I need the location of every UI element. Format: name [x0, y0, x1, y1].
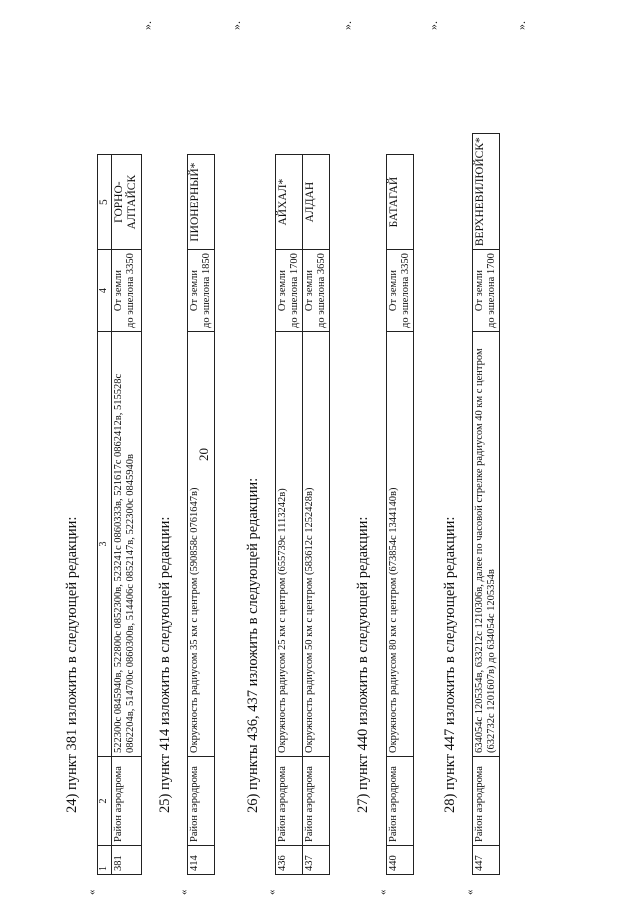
header-col-2: 2 — [98, 757, 112, 846]
table-section-25 — [187, 154, 215, 875]
open-quote: « — [464, 889, 476, 895]
open-quote: « — [178, 889, 190, 895]
altitude-from: От земли — [277, 270, 288, 312]
row-type: Район аэродрома — [303, 757, 330, 846]
altitude-from: От земли — [388, 270, 399, 312]
section-heading-25: 25) пункт 414 изложить в следующей редакции: — [157, 516, 173, 813]
altitude-from: От земли — [113, 270, 125, 312]
altitude-to: до эшелона 1700 — [486, 253, 498, 328]
row-type: Район аэродрома — [387, 757, 414, 846]
table-section-26 — [275, 154, 330, 875]
close-quote: ». — [514, 21, 528, 30]
row-description: Окружность радиусом 50 км с центром (583612с 1252428в) — [303, 332, 330, 757]
row-number: 437 — [303, 846, 330, 875]
open-quote: « — [86, 889, 98, 895]
row-type: Район аэродрома — [276, 757, 303, 846]
section-heading-24: 24) пункт 381 изложить в следующей редакции: — [64, 516, 80, 813]
altitude-to: до эшелона 3650 — [316, 253, 328, 328]
header-col-3: 3 — [98, 332, 112, 757]
table-header-row — [98, 155, 112, 875]
row-description: Окружность радиусом 25 км с центром (655739с 1113242в) — [276, 332, 303, 757]
row-altitude — [473, 250, 500, 332]
table-row — [188, 155, 215, 875]
altitude-from: От земли — [189, 270, 200, 312]
row-description: 634054с 1205354в, 633212с 1210306в, далее по часовой стрелке радиусом 40 км с центром (632732с 1201607в) до 634054с 1205354в — [473, 332, 500, 757]
close-quote: ». — [140, 21, 154, 30]
row-aerodrome-name: ГОРНО-АЛТАЙСК — [112, 155, 141, 250]
altitude-to: до эшелона 3350 — [125, 253, 137, 328]
table-section-24 — [97, 154, 142, 875]
close-quote: ». — [340, 21, 354, 30]
table-row — [303, 155, 330, 875]
table-row — [473, 134, 500, 875]
row-altitude — [303, 250, 330, 332]
row-aerodrome-name: ПИОНЕРНЫЙ* — [188, 155, 215, 250]
header-col-5: 5 — [98, 155, 112, 250]
altitude-from: От земли — [474, 270, 485, 312]
altitude-to: до эшелона 1850 — [201, 253, 213, 328]
header-col-4: 4 — [98, 250, 112, 332]
row-number: 447 — [473, 846, 500, 875]
section-heading-28: 28) пункт 447 изложить в следующей редакции: — [442, 516, 458, 813]
page-number: 20 — [196, 448, 211, 461]
altitude-to: до эшелона 1700 — [289, 253, 301, 328]
row-altitude — [112, 250, 141, 332]
row-type: Район аэродрома — [473, 757, 500, 846]
row-description: Окружность радиусом 80 км с центром (673854с 1344140в) — [387, 332, 414, 757]
row-number: 414 — [188, 846, 215, 875]
open-quote: « — [266, 889, 278, 895]
altitude-from: От земли — [304, 270, 316, 312]
row-description: Окружность радиусом 35 км с центром (590858с 0761647в) — [188, 332, 215, 757]
row-aerodrome-name: АЛДАН — [303, 155, 330, 250]
row-aerodrome-name: ВЕРХНЕВИЛЮЙСК* — [473, 134, 500, 250]
table-row — [112, 155, 141, 875]
table-section-27 — [386, 154, 414, 875]
row-type: Район аэродрома — [112, 757, 141, 846]
altitude-to: до эшелона 3350 — [400, 253, 412, 328]
section-heading-26: 26) пункты 436, 437 изложить в следующей редакции: — [245, 477, 261, 813]
close-quote: ». — [426, 21, 440, 30]
header-col-1: 1 — [98, 846, 112, 875]
row-number: 381 — [112, 846, 141, 875]
row-type: Район аэродрома — [188, 757, 215, 846]
row-altitude — [276, 250, 303, 332]
row-aerodrome-name: АЙХАЛ* — [276, 155, 303, 250]
row-number: 436 — [276, 846, 303, 875]
table-row — [387, 155, 414, 875]
row-number: 440 — [387, 846, 414, 875]
table-section-28 — [472, 133, 500, 875]
close-quote: ». — [229, 21, 243, 30]
open-quote: « — [377, 889, 389, 895]
row-altitude — [387, 250, 414, 332]
table-row — [276, 155, 303, 875]
row-aerodrome-name: БАТАГАЙ — [387, 155, 414, 250]
row-description: 522300с 0845940в, 522800с 0852300в, 523241с 0860333в, 521617с 0862412в, 515528с 0862204в, 514700с 0860300в, 514406с 0852147в, 522300с 0845940в — [112, 332, 141, 757]
row-altitude — [188, 250, 215, 332]
section-heading-27: 27) пункт 440 изложить в следующей редакции: — [355, 516, 371, 813]
